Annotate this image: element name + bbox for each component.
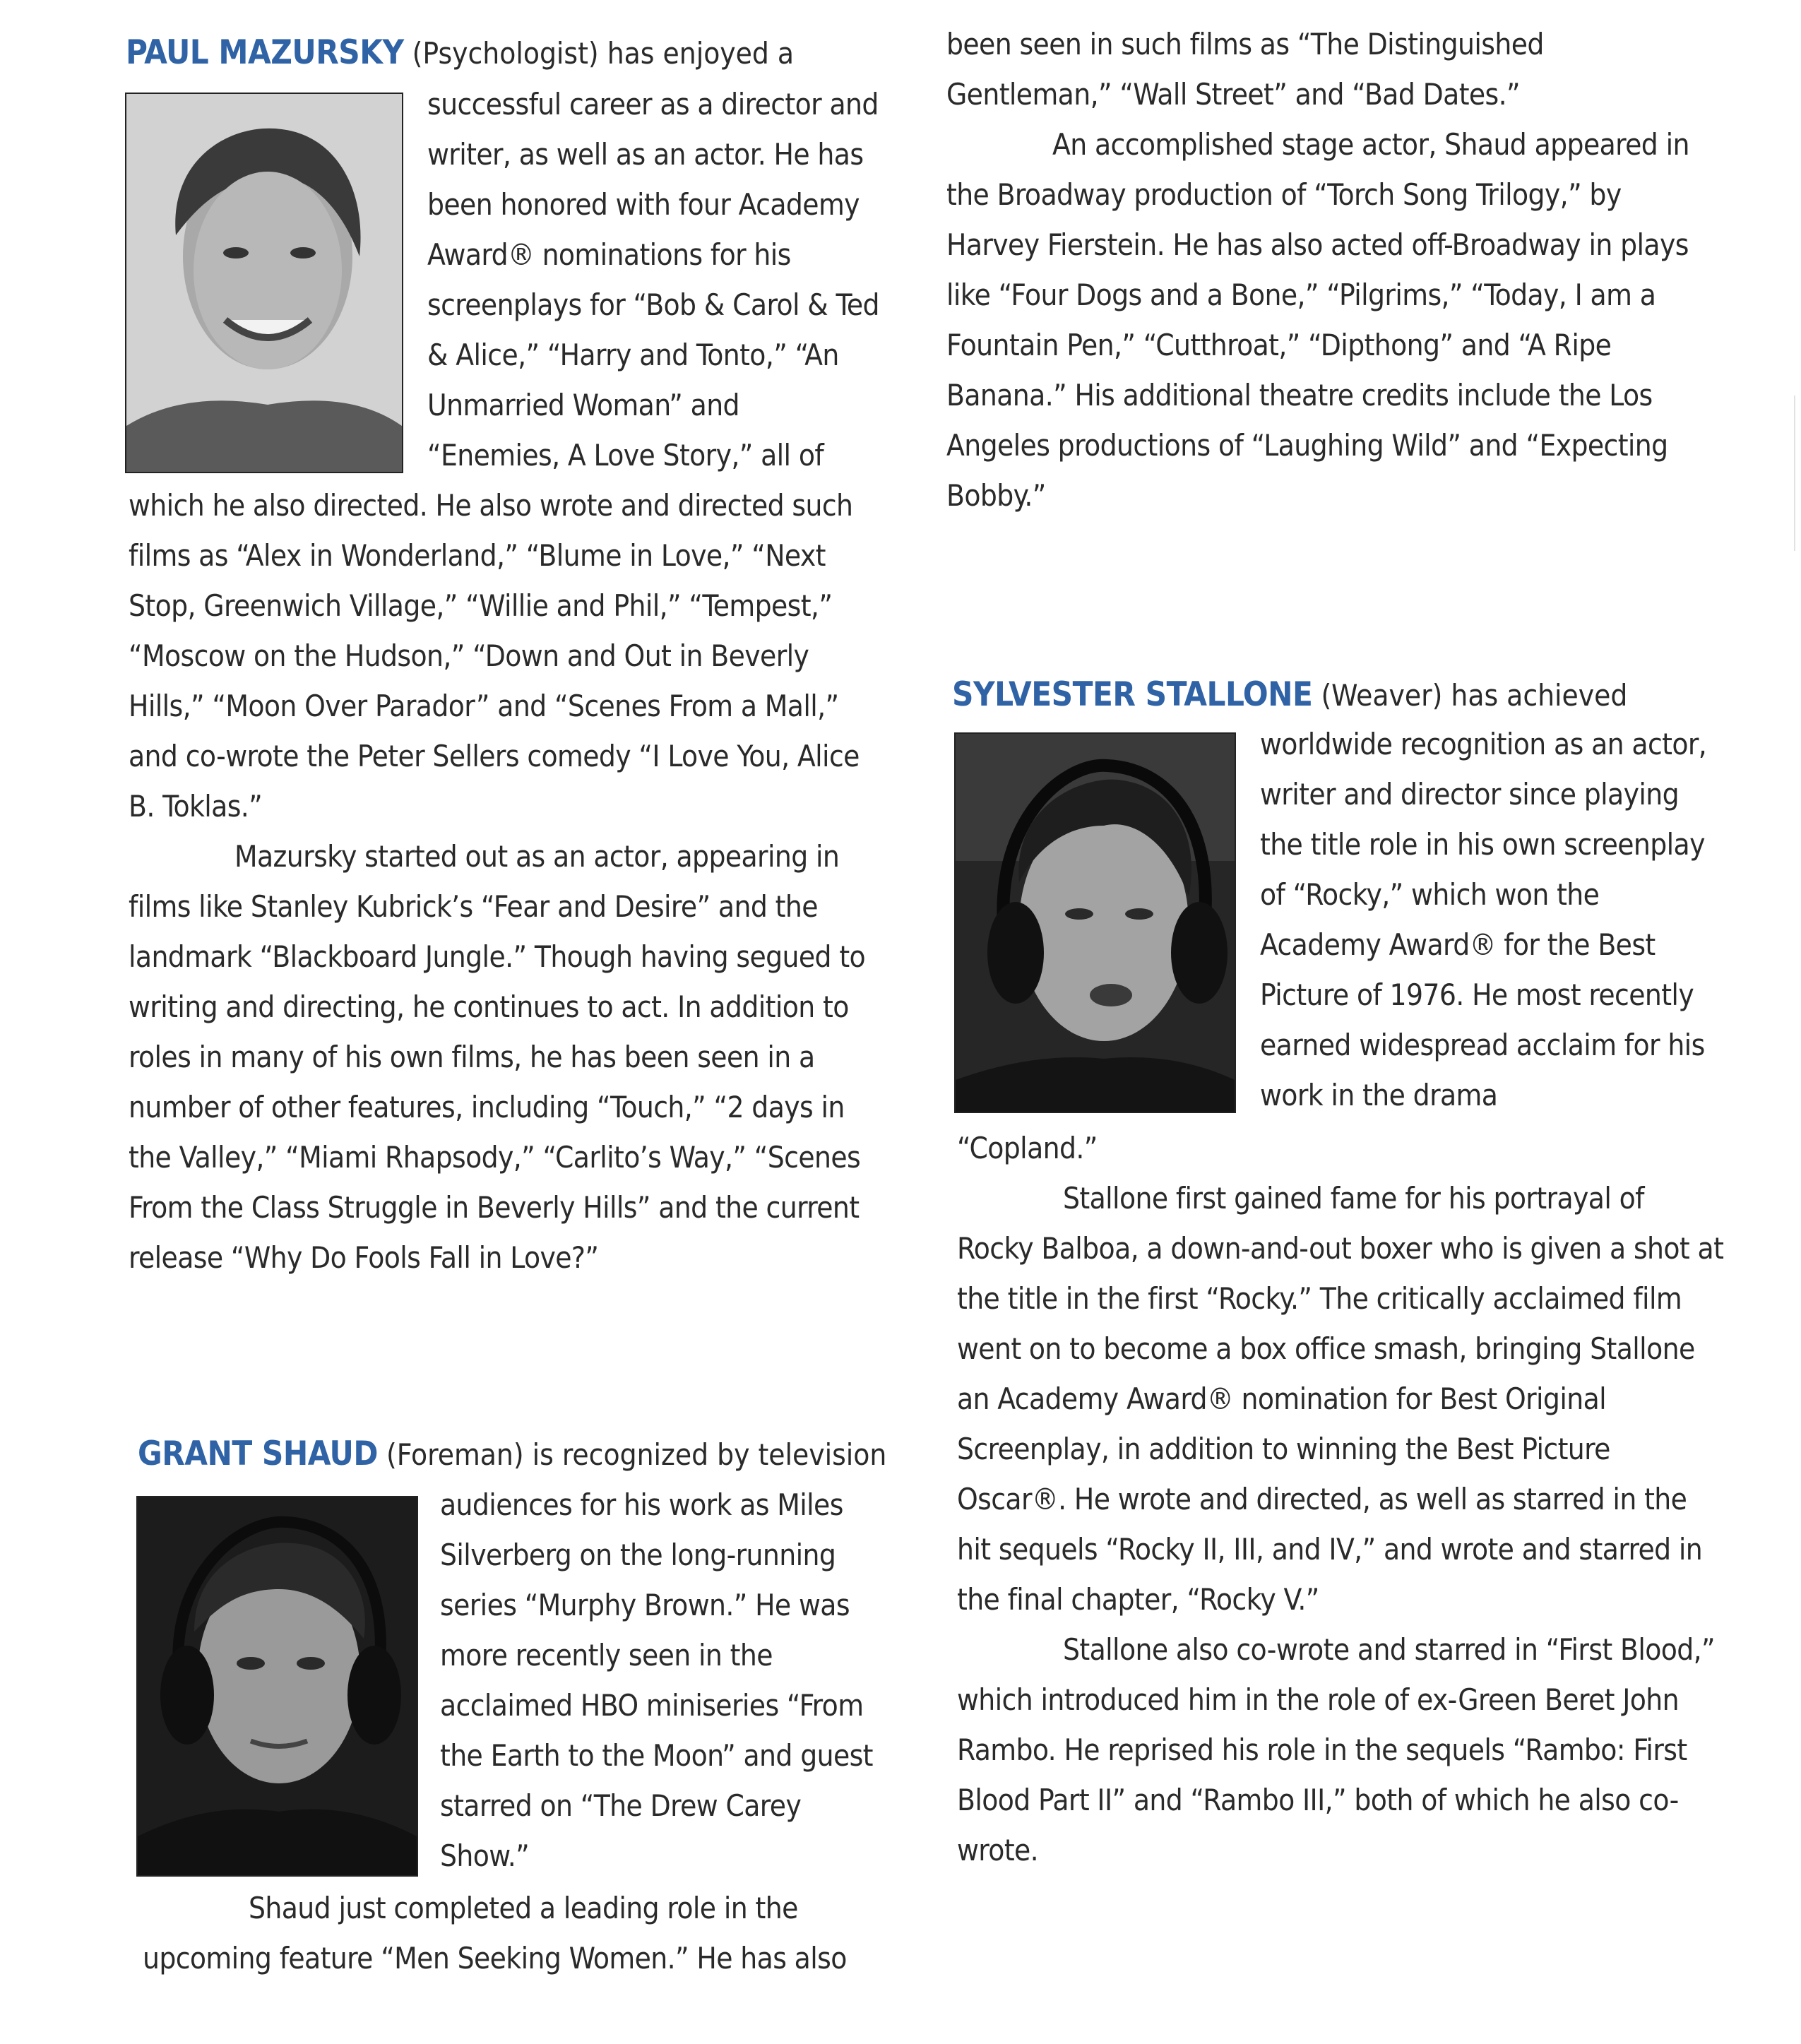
shaud-paragraph-2: Shaud just completed a leading role in the upcoming feature “Men Seeking Women.” He has also bbox=[143, 1891, 847, 1975]
stallone-heading bbox=[952, 670, 1627, 720]
shaud-paragraph-3: An accomplished stage actor, Shaud appeared in the Broadway production of “Torch Song Trilogy,” by Harvey Fierstein. He has also acted off-Broadway in plays like “Four Dogs and a Bone,” “Pilgrims,” “Today, I am a Fountain Pen,” “Cutthroat,” “Dipthong” and “A Ripe Banana.” His additional theatre credits include the Los Angeles productions of “Laughing Wild” and “Expecting Bobby.” bbox=[946, 127, 1689, 513]
shaud-body bbox=[143, 1883, 891, 1983]
shaud-lead: is recognized by television bbox=[532, 1437, 887, 1472]
shaud-continuation: been seen in such films as “The Distinguished Gentleman,” “Wall Street” and “Bad Dates.” bbox=[946, 27, 1544, 112]
shaud-wrap-text bbox=[440, 1480, 892, 1881]
shaud-wrap-paragraph: audiences for his work as Miles Silverberg on the long-running series “Murphy Brown.” He was more recently seen in the acclaimed HBO miniseries “From the Earth to the Moon” and guest starred on “The Drew Carey Show.” bbox=[440, 1487, 873, 1873]
stallone-role: (Weaver) bbox=[1321, 678, 1443, 713]
portrait-smiling-man-image bbox=[126, 94, 402, 472]
stallone-paragraph-3: Stallone also co-wrote and starred in “First Blood,” which introduced him in the role of ex-Green Beret John Rambo. He reprised his role in the sequels “Rambo: First Blood Part II” and “Rambo III,” both of which he also co-wrote. bbox=[957, 1632, 1716, 1867]
mazursky-wrap-text bbox=[427, 79, 879, 480]
stallone-paragraph-2: Stallone first gained fame for his portrayal of Rocky Balboa, a down-and-out boxer who is given a shot at the title in the first “Rocky.” The critically acclaimed film went on to become a box office smash, bringing Stallone an Academy Award® nomination for Best Original Screenplay, in addition to winning the Best Picture Oscar®. He wrote and directed, as well as starred in the hit sequels “Rocky II, III, and IV,” and wrote and starred in the final chapter, “Rocky V.” bbox=[957, 1181, 1724, 1617]
shaud-continued bbox=[946, 19, 1716, 521]
shaud-photo bbox=[136, 1496, 418, 1877]
stallone-name: SYLVESTER STALLONE bbox=[952, 675, 1313, 714]
stallone-wrap-text bbox=[1260, 719, 1712, 1120]
mazursky-name: PAUL MAZURSKY bbox=[126, 33, 404, 72]
mazursky-wrap-paragraph: successful career as a director and writer, as well as an actor. He has been honored with four Academy Award® nominations for his screenplays for “Bob & Carol & Ted & Alice,” “Harry and Tonto,” “An Unmarried Woman” and “Enemies, A Love Story,” all of bbox=[427, 87, 879, 473]
mazursky-photo bbox=[125, 93, 403, 473]
portrait-man-with-headphones-image bbox=[138, 1497, 417, 1875]
mazursky-body bbox=[129, 480, 877, 1283]
stallone-body bbox=[957, 1123, 1727, 1875]
mazursky-body-paragraph: which he also directed. He also wrote and directed such films as “Alex in Wonderland,” “Blume in Love,” “Next Stop, Greenwich Village,” “Willie and Phil,” “Tempest,” “Moscow on the Hudson,” “Down and Out in Beverly Hills,” “Moon Over Parador” and “Scenes From a Mall,” and co-wrote the Peter Sellers comedy “I Love You, Alice B. Toklas.” bbox=[129, 488, 860, 824]
shaud-heading bbox=[138, 1430, 886, 1480]
page-edge-shadow bbox=[1794, 396, 1795, 551]
stallone-lead: has achieved bbox=[1451, 678, 1628, 713]
shaud-role: (Foreman) bbox=[386, 1437, 524, 1472]
stallone-photo bbox=[954, 732, 1236, 1113]
mazursky-heading bbox=[126, 28, 794, 78]
shaud-name: GRANT SHAUD bbox=[138, 1434, 379, 1473]
stallone-body-paragraph: “Copland.” bbox=[957, 1131, 1098, 1165]
mazursky-lead: has enjoyed a bbox=[607, 36, 795, 71]
stallone-wrap-paragraph: worldwide recognition as an actor, writer and director since playing the title role in his own screenplay of “Rocky,” which won the Academy Award® for the Best Picture of 1976. He most recently earned widespread acclaim for his work in the drama bbox=[1260, 727, 1707, 1112]
mazursky-paragraph-2: Mazursky started out as an actor, appearing in films like Stanley Kubrick’s “Fear and Desire” and the landmark “Blackboard Jungle.” Though having segued to writing and directing, he continues to act. In addition to roles in many of his own films, he has been seen in a number of other features, including “Touch,” “2 days in the Valley,” “Miami Rhapsody,” “Carlito’s Way,” “Scenes From the Class Struggle in Beverly Hills” and the current release “Why Do Fools Fall in Love?” bbox=[129, 839, 866, 1275]
portrait-man-with-headset-image bbox=[956, 734, 1235, 1112]
mazursky-role: (Psychologist) bbox=[412, 36, 599, 71]
